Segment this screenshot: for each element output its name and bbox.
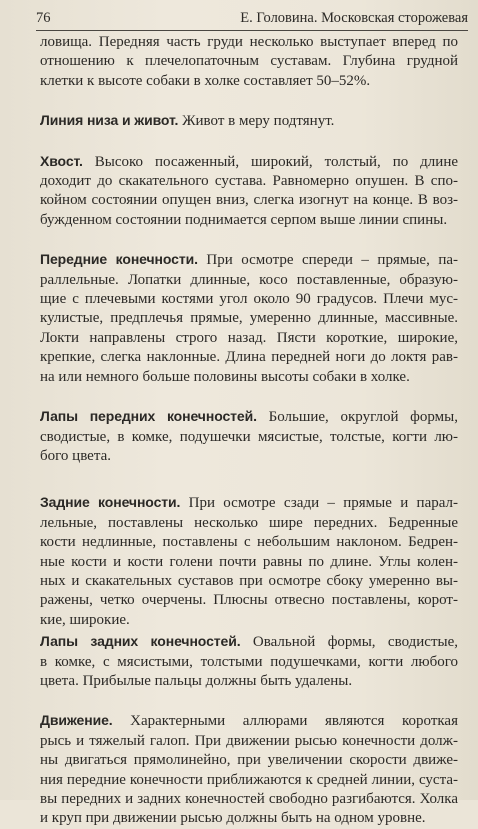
- text-line: [40, 111, 458, 131]
- text-line: цвета. Прибылые пальцы должны быть удалены.: [40, 672, 353, 689]
- text-line: [40, 632, 458, 652]
- section-heading: Лапы задних конечностей.: [40, 633, 241, 650]
- running-header: [36, 6, 468, 31]
- section-heading: Лапы передних конечностей.: [40, 408, 257, 425]
- text-line: [40, 407, 458, 427]
- text-line: койном состоянии опущен вниз, слегка изогнут на конце. В воз-: [40, 192, 458, 209]
- paragraph-hind-paws: [40, 632, 458, 691]
- text-line: [40, 250, 458, 270]
- text-line: [40, 493, 458, 513]
- text-line: лельные, поставлены несколько шире передних. Бедренные: [40, 514, 458, 531]
- text-line: вы передних и задних конечностей свободно разгибаются. Холка: [40, 791, 458, 807]
- section-heading: Передние конечности.: [40, 251, 198, 268]
- text-line: отношению к плечелопаточным суставам. Глубина грудной: [40, 53, 458, 70]
- text-run: Овальной формы, сводистые,: [240, 634, 458, 651]
- paragraph-hindlimbs: [40, 493, 458, 630]
- section-heading: Задние конечности.: [40, 494, 181, 511]
- text-line: и круп при движении рысью должны быть на одном уровне.: [40, 810, 426, 827]
- section-heading: Линия низа и живот.: [40, 112, 179, 129]
- section-heading: Движение.: [40, 712, 113, 729]
- text-line: [40, 152, 458, 172]
- page-body: [40, 33, 458, 829]
- text-line: ны двигаться прямолинейно, при увеличении скорости движе-: [40, 752, 458, 769]
- text-line: ловища. Передняя часть груди несколько выступает вперед по: [40, 34, 458, 50]
- text-run: При осмотре сзади – прямые и парал-: [180, 495, 458, 512]
- text-line: доходит до скакательного сустава. Равномерно опушен. В спо-: [40, 173, 458, 190]
- text-line: щие с плечевыми костями угол около 90 градусов. Плечи мус-: [40, 291, 458, 308]
- text-line: рысь и тяжелый галоп. При движении рысью конечности долж-: [40, 732, 458, 749]
- paragraph-tail: [40, 152, 458, 231]
- text-line: кие, широкие.: [40, 611, 130, 628]
- text-run: Живот в меру подтянут.: [178, 113, 335, 130]
- text-line: крепкие, слегка наклонные. Длина передней ноги до локтя рав-: [40, 349, 458, 366]
- text-line: раллельные. Лопатки длинные, косо поставленные, образую-: [40, 271, 458, 288]
- page-number: 76: [36, 10, 51, 26]
- running-title: Е. Головина. Московская сторожевая: [240, 10, 468, 26]
- section-heading: Хвост.: [40, 152, 83, 169]
- paragraph-underline-belly: [40, 111, 458, 131]
- text-run: При осмотре спереди – прямые, па-: [197, 252, 458, 269]
- text-line: клетки к высоте собаки в холке составляет 50–52%.: [40, 72, 371, 89]
- text-line: [40, 711, 458, 731]
- text-run: Характерными аллюрами являются короткая: [112, 713, 458, 730]
- text-line: сводистые, в комке, подушечки мясистые, толстые, когти лю-: [40, 428, 458, 445]
- paragraph-front-paws: [40, 407, 458, 466]
- paragraph-chest-continuation: [40, 33, 458, 91]
- text-line: бого цвета.: [40, 447, 111, 464]
- text-line: ния передние конечности приближаются к средней линии, суста-: [40, 771, 458, 788]
- paragraph-forelimbs: [40, 250, 458, 387]
- text-line: Локти направлены строго назад. Пясти короткие, широкие,: [40, 329, 458, 346]
- text-line: ражены, четко очерчены. Плюсны отвесно поставлены, корот-: [40, 592, 458, 609]
- text-run: Большие, округлой формы,: [256, 409, 458, 426]
- text-line: в комке, с мясистыми, толстыми подушечками, когти любого: [40, 653, 458, 670]
- text-line: бужденном состоянии поднимается серпом выше линии спины.: [40, 211, 448, 228]
- text-line: на или немного больше половины высоты собаки в холке.: [40, 368, 410, 385]
- text-line: ных и скакательных суставов при осмотре сбоку умеренно вы-: [40, 572, 458, 589]
- text-line: кости недлинные, поставлены с небольшим наклоном. Бедрен-: [40, 534, 458, 551]
- text-line: кулистые, предплечья прямые, умеренно длинные, массивные.: [40, 310, 458, 327]
- text-run: Высоко посаженный, широкий, толстый, по длине: [82, 153, 458, 170]
- paragraph-movement: [40, 711, 458, 828]
- text-line: ные кости и кости голени почти равны по длине. Углы колен-: [40, 553, 458, 570]
